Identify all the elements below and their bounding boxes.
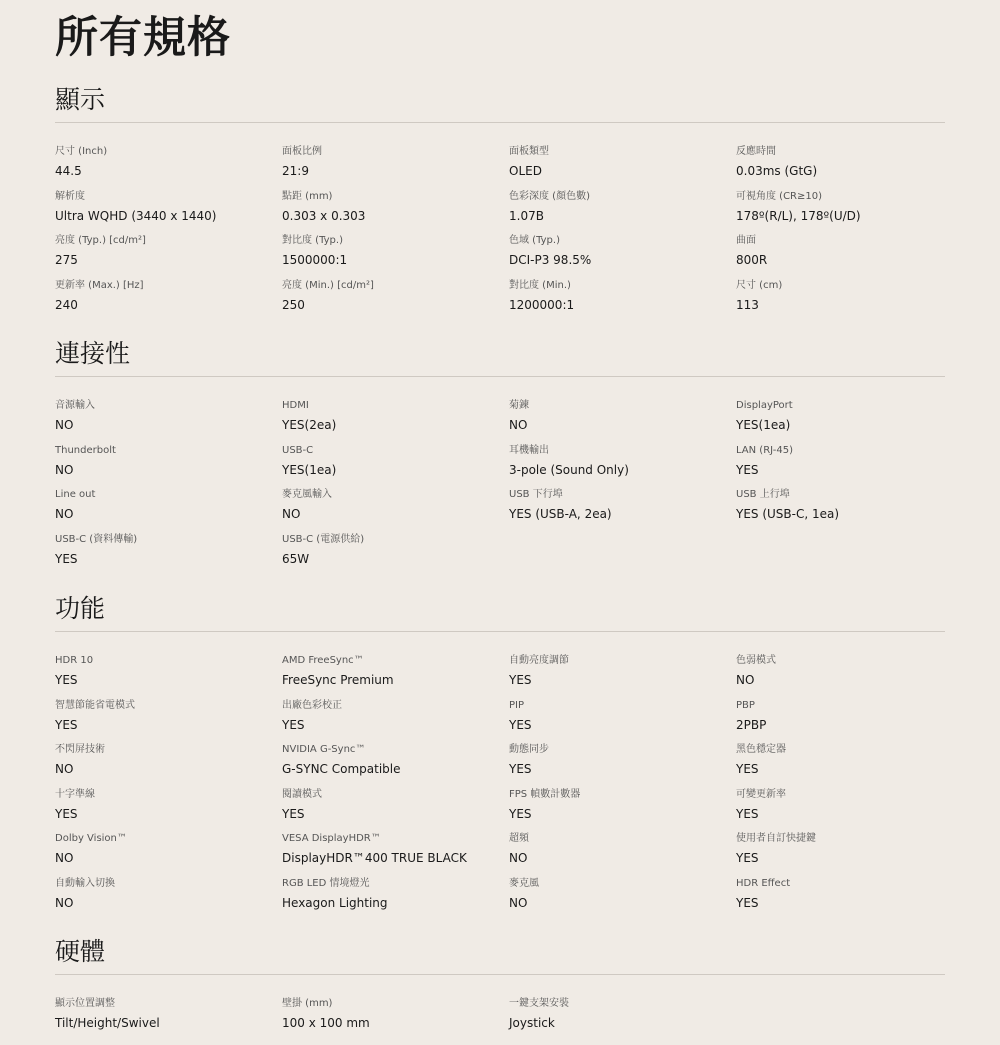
- spec-label: 色域 (Typ.): [509, 235, 560, 246]
- spec-value: 1500000:1: [282, 253, 348, 267]
- spec-value: G-SYNC Compatible: [282, 762, 401, 776]
- spec-label: USB-C (資料傳輸): [55, 533, 138, 545]
- spec-item: [509, 145, 729, 185]
- spec-label: Dolby Vision™: [55, 833, 127, 844]
- spec-item: [55, 788, 275, 828]
- spec-item: [282, 145, 502, 185]
- spec-value: YES: [282, 806, 305, 821]
- spec-value: YES(2ea): [282, 418, 337, 432]
- spec-item: [282, 699, 502, 739]
- spec-label: 十字準線: [55, 788, 95, 800]
- spec-value: YES: [736, 895, 759, 910]
- spec-item: [55, 743, 275, 783]
- spec-label: 出廠色彩校正: [282, 699, 342, 711]
- spec-label: 使用者自訂快捷鍵: [736, 833, 816, 844]
- spec-label: 自動輸入切換: [55, 877, 115, 889]
- spec-item: [509, 788, 729, 828]
- spec-value: Joystick: [509, 1016, 555, 1030]
- spec-label: 色弱模式: [736, 655, 776, 666]
- spec-value: 0.303 x 0.303: [282, 208, 366, 223]
- spec-item: [55, 488, 275, 528]
- spec-value: YES: [55, 551, 78, 566]
- spec-item: [736, 279, 956, 319]
- spec-value: NO: [736, 673, 755, 687]
- spec-label: 一鍵支架安裝: [509, 998, 569, 1009]
- spec-item: [282, 832, 502, 872]
- section-divider: [55, 974, 945, 975]
- spec-value: 44.5: [55, 164, 82, 178]
- spec-item: [282, 654, 502, 694]
- spec-value: NO: [282, 507, 301, 521]
- spec-item: [736, 190, 956, 230]
- spec-item: [509, 997, 729, 1037]
- spec-item: [282, 997, 502, 1037]
- spec-item: [55, 533, 275, 573]
- spec-item: [55, 399, 275, 439]
- spec-item: [55, 654, 275, 694]
- spec-item: [55, 699, 275, 739]
- spec-item: [282, 533, 502, 573]
- section-title: 功能: [55, 594, 106, 623]
- spec-label: 亮度 (Typ.) [cd/m²]: [55, 235, 146, 246]
- section-divider: [55, 376, 945, 377]
- section-display: [55, 82, 945, 312]
- spec-item: [55, 145, 275, 185]
- spec-label: 麥克風輸入: [282, 489, 332, 500]
- spec-label: 對比度 (Typ.): [282, 235, 343, 246]
- spec-label: 更新率 (Max.) [Hz]: [55, 279, 144, 291]
- spec-item: [736, 877, 956, 917]
- section-features: [55, 591, 945, 910]
- section-connectivity: [55, 336, 945, 566]
- spec-label: 動態同步: [509, 744, 549, 755]
- spec-label: 反應時間: [736, 146, 776, 157]
- section-title: 顯示: [55, 85, 106, 114]
- spec-item: [509, 279, 729, 319]
- spec-label: USB 下行埠: [509, 489, 563, 500]
- spec-value: NO: [55, 851, 74, 865]
- spec-value: 2PBP: [736, 717, 767, 732]
- spec-item: [736, 145, 956, 185]
- spec-value: NO: [509, 895, 528, 910]
- spec-value: NO: [55, 507, 74, 521]
- spec-item: [736, 654, 956, 694]
- spec-label: 智慧節能省電模式: [55, 699, 135, 711]
- spec-value: 250: [282, 297, 305, 312]
- spec-value: DisplayHDR™400 TRUE BLACK: [282, 851, 467, 865]
- spec-value: 100 x 100 mm: [282, 1016, 370, 1030]
- spec-value: NO: [509, 851, 528, 865]
- spec-value: YES: [736, 851, 759, 865]
- spec-item: [736, 699, 956, 739]
- spec-value: YES: [509, 717, 532, 732]
- spec-value: NO: [55, 762, 74, 776]
- spec-label: 音源輸入: [55, 400, 95, 411]
- spec-label: 壁掛 (mm): [282, 998, 333, 1009]
- spec-item: [509, 234, 729, 274]
- spec-label: USB-C: [282, 444, 314, 456]
- spec-value: 1200000:1: [509, 297, 575, 312]
- spec-value: YES(1ea): [736, 418, 791, 432]
- spec-value: NO: [55, 418, 74, 432]
- spec-label: AMD FreeSync™: [282, 655, 364, 666]
- spec-value: NO: [55, 895, 74, 910]
- section-hardware: [55, 934, 945, 1030]
- spec-label: 面板比例: [282, 146, 322, 157]
- spec-label: Thunderbolt: [55, 444, 116, 456]
- spec-label: NVIDIA G-Sync™: [282, 744, 366, 755]
- spec-item: [509, 444, 729, 484]
- spec-value: 113: [736, 297, 759, 312]
- spec-value: YES: [55, 673, 78, 687]
- spec-item: [282, 234, 502, 274]
- spec-item: [55, 190, 275, 230]
- spec-item: [736, 234, 956, 274]
- spec-label: RGB LED 情境燈光: [282, 877, 370, 889]
- spec-value: 65W: [282, 551, 310, 566]
- spec-item: [55, 832, 275, 872]
- spec-value: FreeSync Premium: [282, 673, 394, 687]
- spec-value: YES: [736, 762, 759, 776]
- spec-value: OLED: [509, 164, 542, 178]
- spec-item: [509, 743, 729, 783]
- spec-label: DisplayPort: [736, 400, 793, 411]
- spec-item: [282, 877, 502, 917]
- spec-value: 3-pole (Sound Only): [509, 462, 629, 477]
- page-title: 所有規格: [55, 13, 231, 63]
- spec-item: [509, 488, 729, 528]
- spec-value: YES: [509, 762, 532, 776]
- spec-value: DCI-P3 98.5%: [509, 253, 592, 267]
- section-title: 連接性: [55, 339, 131, 368]
- section-divider: [55, 122, 945, 123]
- spec-value: YES: [282, 717, 305, 732]
- spec-value: YES(1ea): [282, 462, 337, 477]
- spec-item: [509, 699, 729, 739]
- section-divider: [55, 631, 945, 632]
- spec-item: [282, 444, 502, 484]
- spec-value: 21:9: [282, 164, 309, 178]
- spec-label: 面板類型: [509, 146, 549, 157]
- spec-item: [282, 399, 502, 439]
- spec-label: 解析度: [55, 190, 85, 202]
- spec-value: 178º(R/L), 178º(U/D): [736, 208, 861, 223]
- spec-item: [55, 877, 275, 917]
- spec-value: YES (USB-A, 2ea): [509, 507, 612, 521]
- spec-value: YES: [55, 717, 78, 732]
- spec-value: Ultra WQHD (3440 x 1440): [55, 208, 217, 223]
- spec-label: 不閃屏技術: [55, 744, 105, 755]
- section-title: 硬體: [55, 937, 106, 966]
- spec-value: 800R: [736, 253, 768, 267]
- spec-item: [509, 877, 729, 917]
- spec-label: 閱讀模式: [282, 788, 322, 800]
- spec-label: PBP: [736, 699, 755, 711]
- spec-item: [55, 997, 275, 1037]
- spec-value: Hexagon Lighting: [282, 895, 388, 910]
- spec-label: HDR 10: [55, 655, 94, 666]
- spec-value: YES (USB-C, 1ea): [736, 507, 840, 521]
- spec-item: [509, 399, 729, 439]
- spec-label: 可變更新率: [736, 788, 786, 800]
- spec-value: YES: [736, 462, 759, 477]
- spec-label: FPS 幀數計數器: [509, 788, 581, 800]
- spec-label: 黑色穩定器: [736, 744, 786, 755]
- spec-value: YES: [509, 673, 532, 687]
- spec-label: 點距 (mm): [282, 190, 333, 202]
- spec-item: [509, 190, 729, 230]
- spec-value: NO: [55, 462, 74, 477]
- spec-label: VESA DisplayHDR™: [282, 833, 381, 844]
- spec-value: 0.03ms (GtG): [736, 164, 818, 178]
- spec-value: NO: [509, 418, 528, 432]
- spec-label: 顯示位置調整: [55, 998, 115, 1009]
- spec-item: [736, 832, 956, 872]
- spec-label: Line out: [55, 489, 96, 500]
- spec-label: HDMI: [282, 400, 309, 411]
- spec-label: 自動亮度調節: [509, 655, 569, 666]
- spec-item: [55, 234, 275, 274]
- spec-item: [282, 488, 502, 528]
- spec-label: 亮度 (Min.) [cd/m²]: [282, 279, 374, 291]
- spec-item: [736, 743, 956, 783]
- spec-value: YES: [736, 806, 759, 821]
- spec-item: [736, 399, 956, 439]
- spec-item: [736, 488, 956, 528]
- spec-label: 菊鍊: [509, 400, 529, 411]
- spec-label: PIP: [509, 699, 525, 711]
- spec-value: Tilt/Height/Swivel: [55, 1016, 160, 1030]
- spec-label: USB-C (電源供給): [282, 533, 365, 545]
- spec-label: 超頻: [509, 833, 529, 844]
- spec-value: YES: [55, 806, 78, 821]
- spec-value: 240: [55, 297, 78, 312]
- spec-item: [282, 743, 502, 783]
- spec-label: 尺寸 (cm): [736, 279, 783, 291]
- spec-label: 耳機輸出: [509, 444, 549, 456]
- spec-item: [509, 832, 729, 872]
- spec-label: 色彩深度 (顏色數): [509, 190, 590, 202]
- spec-item: [736, 788, 956, 828]
- spec-label: 對比度 (Min.): [509, 279, 571, 291]
- spec-value: 275: [55, 253, 78, 267]
- spec-label: 尺寸 (Inch): [55, 146, 108, 157]
- spec-value: 1.07B: [509, 208, 544, 223]
- spec-item: [55, 444, 275, 484]
- spec-label: LAN (RJ-45): [736, 444, 793, 456]
- spec-label: USB 上行埠: [736, 489, 790, 500]
- spec-item: [282, 279, 502, 319]
- spec-label: 麥克風: [509, 877, 539, 889]
- spec-label: 可視角度 (CR≥10): [736, 190, 823, 202]
- spec-item: [736, 444, 956, 484]
- spec-item: [282, 190, 502, 230]
- spec-item: [509, 654, 729, 694]
- spec-label: 曲面: [736, 235, 756, 246]
- spec-item: [55, 279, 275, 319]
- spec-item: [282, 788, 502, 828]
- spec-label: HDR Effect: [736, 877, 791, 889]
- spec-value: YES: [509, 806, 532, 821]
